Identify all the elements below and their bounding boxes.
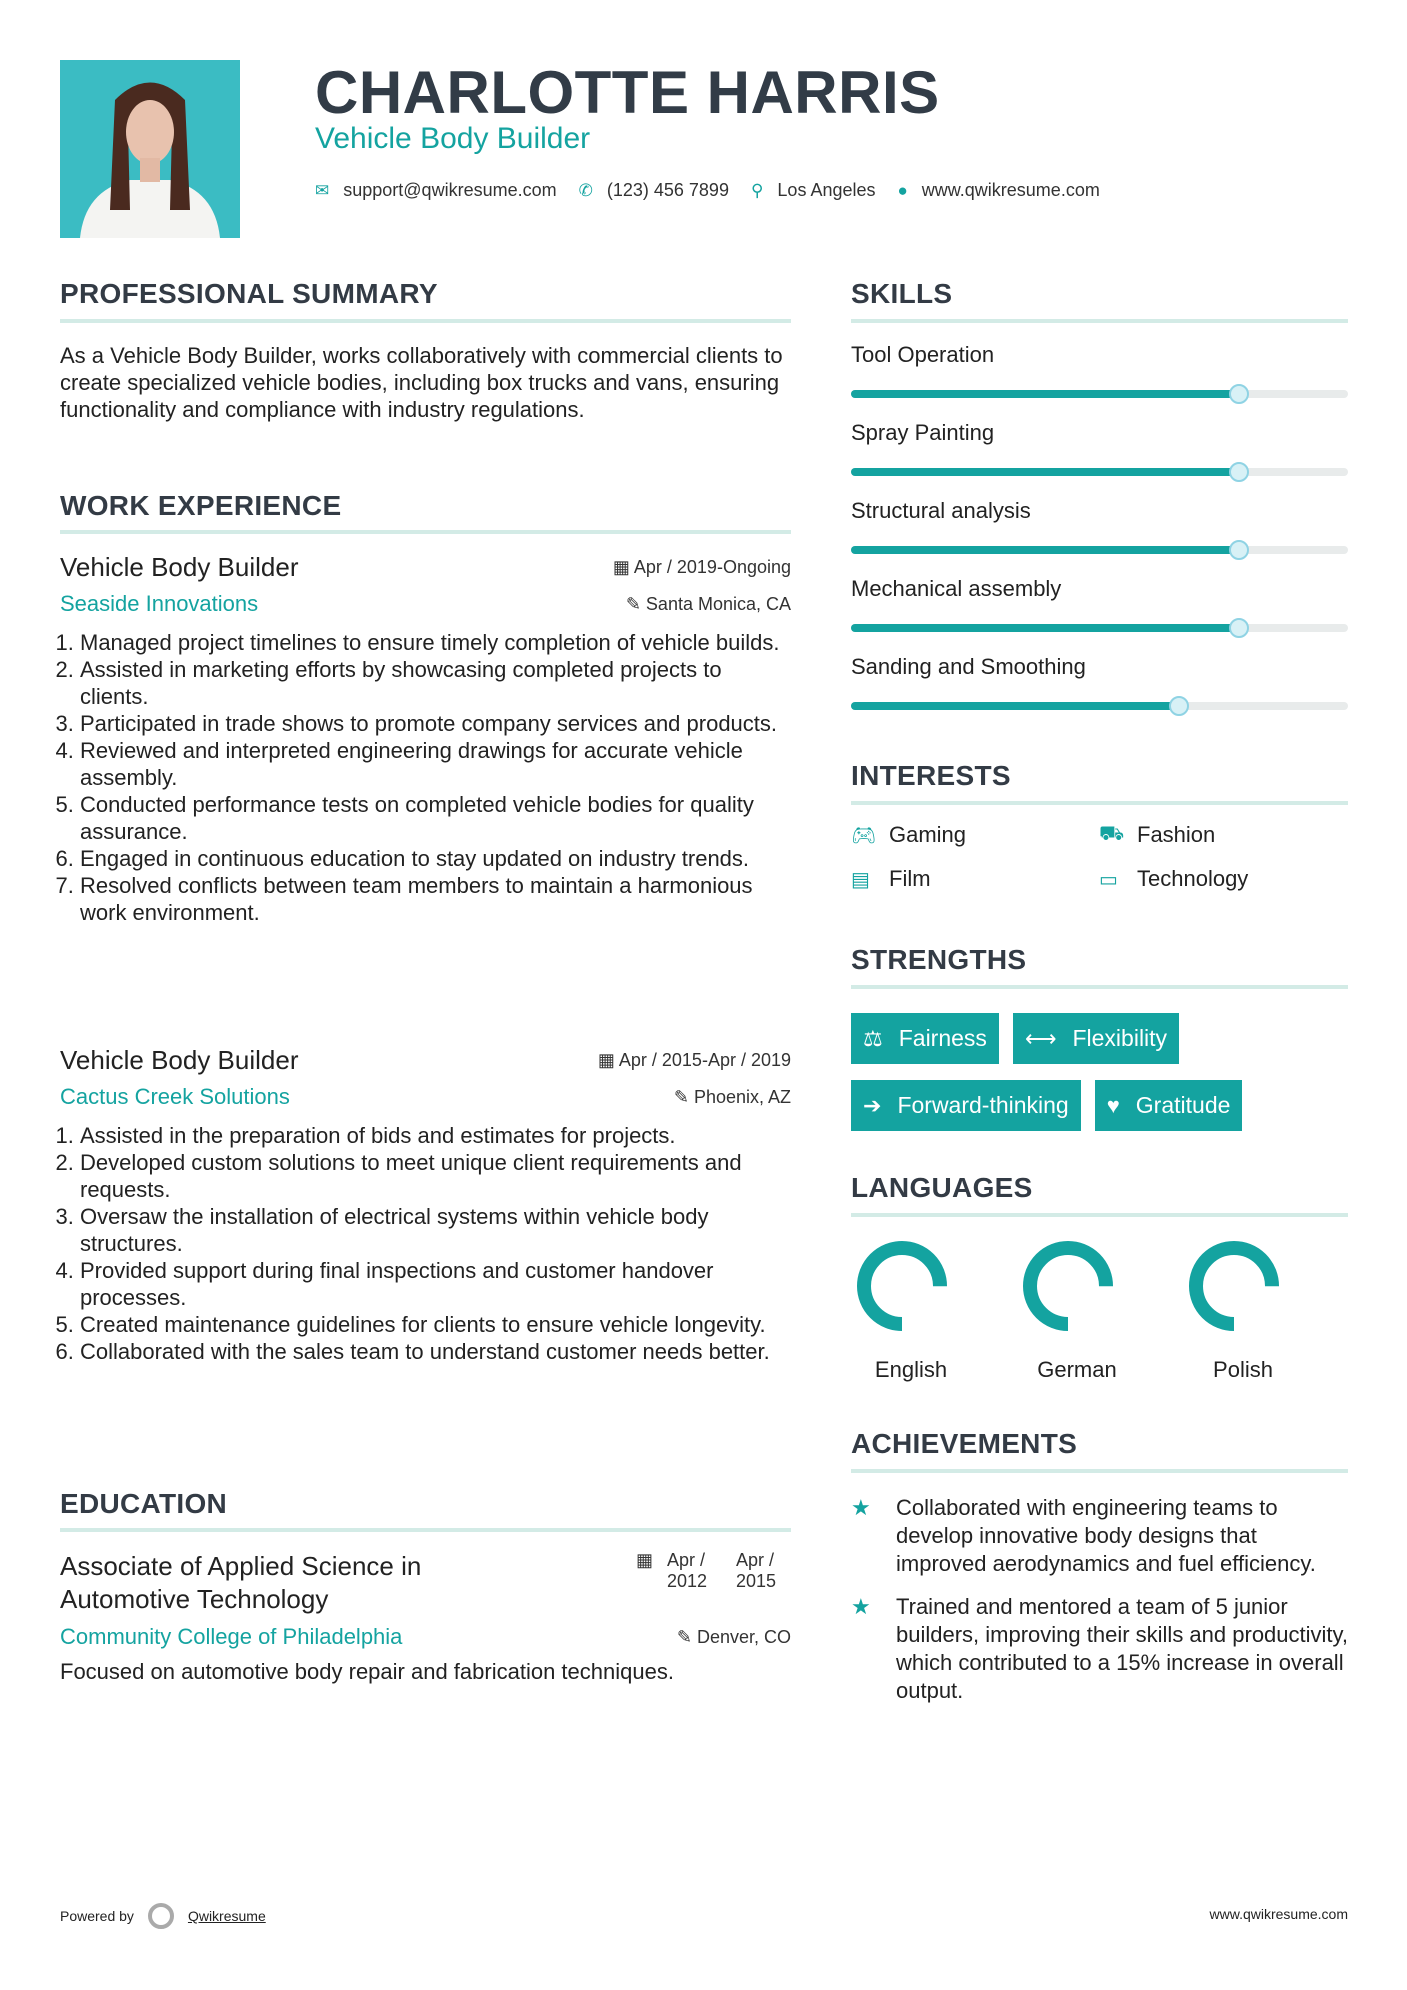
skill-bar-fill bbox=[851, 468, 1239, 476]
strengths-heading: STRENGTHS bbox=[851, 944, 1027, 975]
contact-location: Los Angeles bbox=[777, 180, 876, 200]
job-location: ✎ Phoenix, AZ bbox=[673, 1086, 791, 1107]
skill-label: Tool Operation bbox=[851, 342, 995, 367]
languages-list bbox=[856, 1240, 1298, 1383]
skill-label: Mechanical assembly bbox=[851, 576, 1062, 601]
language-ring bbox=[1188, 1240, 1298, 1332]
divider bbox=[60, 530, 791, 534]
interest-item bbox=[1099, 866, 1347, 892]
gamepad-icon: 🎮︎ bbox=[851, 824, 877, 847]
skill-bar-knob bbox=[1229, 618, 1249, 638]
film-icon: ▤ bbox=[851, 868, 870, 891]
phone-icon: ✆ bbox=[578, 180, 593, 200]
strength-label: Forward-thinking bbox=[897, 1092, 1069, 1118]
divider bbox=[851, 1469, 1348, 1473]
skill-bar-knob bbox=[1229, 384, 1249, 404]
skill-bar bbox=[851, 702, 1348, 710]
interest-label: Gaming bbox=[889, 822, 967, 847]
experience-heading: WORK EXPERIENCE bbox=[60, 490, 342, 521]
education-description: Focused on automotive body repair and fabrication techniques. bbox=[60, 1659, 674, 1684]
job-title: Vehicle Body Builder bbox=[60, 552, 299, 582]
skills-heading: SKILLS bbox=[851, 278, 953, 309]
arrows-horizontal-icon: ⟷ bbox=[1024, 1025, 1057, 1051]
divider bbox=[60, 1528, 791, 1532]
skill-item bbox=[851, 342, 1348, 420]
interest-item bbox=[1099, 822, 1347, 848]
skill-label: Sanding and Smoothing bbox=[851, 654, 1086, 679]
footer-url[interactable]: www.qwikresume.com bbox=[1209, 1906, 1348, 1922]
interest-label: Fashion bbox=[1137, 822, 1216, 847]
map-pin-icon: ⚲ bbox=[750, 180, 764, 200]
contact-email[interactable]: support@qwikresume.com bbox=[343, 180, 557, 200]
list-item: 3. Participated in trade shows to promote company services and products. bbox=[80, 710, 791, 737]
education-end: Apr / 2015 bbox=[736, 1550, 777, 1591]
languages-heading: LANGUAGES bbox=[851, 1172, 1033, 1203]
job-2 bbox=[60, 1045, 791, 1365]
contact-phone[interactable]: (123) 456 7899 bbox=[606, 180, 729, 200]
education-location-text: Denver, CO bbox=[696, 1626, 791, 1647]
skill-bar-fill bbox=[851, 546, 1239, 554]
skill-bar bbox=[851, 546, 1348, 554]
strengths-list bbox=[851, 1013, 1348, 1131]
contact-website[interactable]: www.qwikresume.com bbox=[921, 180, 1100, 200]
laptop-icon: ▭ bbox=[1099, 868, 1118, 891]
language-ring bbox=[1022, 1240, 1132, 1332]
language-item bbox=[1188, 1240, 1298, 1383]
job-bullets bbox=[60, 1122, 791, 1365]
strength-tag bbox=[1013, 1013, 1179, 1064]
job-date: ▦ Apr / 2019-Ongoing bbox=[612, 557, 791, 577]
language-ring-arc bbox=[1196, 1248, 1272, 1324]
list-item: 2. Developed custom solutions to meet unique client requirements and requests. bbox=[80, 1149, 791, 1203]
skill-label: Spray Painting bbox=[851, 420, 995, 445]
job-location: ✎ Santa Monica, CA bbox=[625, 593, 791, 614]
degree: Associate of Applied Science in Automotive Technology bbox=[60, 1551, 422, 1614]
skill-bar-knob bbox=[1229, 540, 1249, 560]
shopping-bag-icon: ⛟ bbox=[1099, 822, 1125, 845]
job-company: Seaside Innovations bbox=[60, 591, 259, 616]
divider bbox=[60, 319, 791, 323]
divider bbox=[851, 319, 1348, 323]
list-item: 6. Engaged in continuous education to stay updated on industry trends. bbox=[80, 845, 791, 872]
job-date: ▦ Apr / 2015-Apr / 2019 bbox=[597, 1050, 791, 1070]
achievement-text: Trained and mentored a team of 5 junior builders, improving their skills and productivity, which contributed to a 15% increase in overall output. bbox=[896, 1594, 1348, 1703]
list-item: 4. Reviewed and interpreted engineering drawings for accurate vehicle assembly. bbox=[80, 737, 791, 791]
skill-item bbox=[851, 498, 1348, 576]
strength-label: Gratitude bbox=[1135, 1092, 1231, 1118]
calendar-icon: ▦ bbox=[635, 1550, 653, 1570]
footer-powered bbox=[60, 1903, 266, 1929]
education-dates bbox=[636, 1550, 791, 1616]
interests-heading: INTERESTS bbox=[851, 760, 1011, 791]
skill-bar-fill bbox=[851, 624, 1239, 632]
envelope-icon: ✉ bbox=[315, 180, 330, 200]
skill-bar bbox=[851, 468, 1348, 476]
job-location-text: Santa Monica, CA bbox=[645, 593, 791, 614]
strength-tag bbox=[851, 1013, 999, 1064]
balance-scale-icon: ⚖ bbox=[863, 1025, 883, 1051]
job-company: Cactus Creek Solutions bbox=[60, 1084, 290, 1109]
skill-item bbox=[851, 654, 1348, 732]
interest-item bbox=[851, 866, 1099, 892]
list-item: 4. Provided support during final inspections and customer handover processes. bbox=[80, 1257, 791, 1311]
language-ring bbox=[856, 1240, 966, 1332]
powered-by-label: Powered by bbox=[60, 1908, 134, 1924]
job-date-text: Apr / 2015-Apr / 2019 bbox=[618, 1050, 791, 1070]
list-item: 5. Conducted performance tests on completed vehicle bodies for quality assurance. bbox=[80, 791, 791, 845]
skill-bar bbox=[851, 624, 1348, 632]
list-item: 1. Assisted in the preparation of bids and estimates for projects. bbox=[80, 1122, 791, 1149]
summary-text: As a Vehicle Body Builder, works collaboratively with commercial clients to create specialized vehicle bodies, including box trucks and vans, ensuring functionality and compliance with industry regulations. bbox=[60, 343, 783, 422]
language-ring-arc bbox=[864, 1248, 940, 1324]
school: Community College of Philadelphia bbox=[60, 1624, 403, 1649]
skill-item bbox=[851, 420, 1348, 498]
education-entry bbox=[60, 1550, 791, 1685]
brand-link[interactable]: Qwikresume bbox=[187, 1908, 266, 1924]
interest-label: Film bbox=[889, 866, 931, 891]
qwikresume-logo-icon bbox=[148, 1903, 174, 1929]
strength-tag bbox=[1095, 1080, 1243, 1131]
star-icon: ★ bbox=[851, 1594, 871, 1619]
language-ring-arc bbox=[1030, 1248, 1106, 1324]
list-item: 1. Managed project timelines to ensure timely completion of vehicle builds. bbox=[80, 629, 791, 656]
achievement-item bbox=[851, 1593, 1348, 1705]
strength-tag bbox=[851, 1080, 1081, 1131]
star-icon: ★ bbox=[851, 1495, 871, 1520]
profile-photo bbox=[60, 60, 240, 238]
language-item bbox=[1022, 1240, 1132, 1383]
strength-label: Fairness bbox=[898, 1025, 987, 1051]
education-heading: EDUCATION bbox=[60, 1488, 228, 1519]
list-item: 6. Collaborated with the sales team to understand customer needs better. bbox=[80, 1338, 791, 1365]
achievements-heading: ACHIEVEMENTS bbox=[851, 1428, 1078, 1459]
job-title: Vehicle Body Builder bbox=[60, 1045, 299, 1075]
skill-bar-knob bbox=[1169, 696, 1189, 716]
divider bbox=[851, 801, 1348, 805]
language-label: Polish bbox=[1213, 1357, 1273, 1382]
skill-item bbox=[851, 576, 1348, 654]
candidate-name: CHARLOTTE HARRIS bbox=[315, 59, 940, 126]
education-location: ✎ Denver, CO bbox=[676, 1626, 791, 1647]
job-date-text: Apr / 2019-Ongoing bbox=[633, 557, 791, 577]
list-item: 3. Oversaw the installation of electrical systems within vehicle body structures. bbox=[80, 1203, 791, 1257]
list-item: 5. Created maintenance guidelines for clients to ensure vehicle longevity. bbox=[80, 1311, 791, 1338]
achievement-text: Collaborated with engineering teams to develop innovative body designs that improved aerodynamics and fuel efficiency. bbox=[896, 1495, 1316, 1576]
job-location-text: Phoenix, AZ bbox=[693, 1086, 791, 1107]
achievements-list bbox=[851, 1494, 1348, 1705]
heart-icon: ♥ bbox=[1106, 1092, 1120, 1118]
interest-item bbox=[851, 822, 1099, 848]
list-item: 2. Assisted in marketing efforts by showcasing completed projects to clients. bbox=[80, 656, 791, 710]
list-item: 7. Resolved conflicts between team members to maintain a harmonious work environment. bbox=[80, 872, 791, 926]
skill-label: Structural analysis bbox=[851, 498, 1031, 523]
language-item bbox=[856, 1240, 966, 1383]
skill-bar-fill bbox=[851, 390, 1239, 398]
education-start: Apr / 2012 bbox=[667, 1550, 708, 1591]
language-label: English bbox=[874, 1357, 948, 1382]
strength-label: Flexibility bbox=[1072, 1025, 1168, 1051]
candidate-title: Vehicle Body Builder bbox=[315, 122, 591, 155]
arrow-right-icon: ➔ bbox=[863, 1092, 882, 1118]
skills-list bbox=[851, 342, 1348, 732]
skill-bar-fill bbox=[851, 702, 1179, 710]
job-bullets bbox=[60, 629, 791, 926]
skill-bar-knob bbox=[1229, 462, 1249, 482]
interest-label: Technology bbox=[1137, 866, 1249, 891]
interests-list bbox=[851, 822, 1347, 892]
job-1 bbox=[60, 552, 791, 926]
globe-icon: ● bbox=[897, 180, 908, 200]
divider bbox=[851, 985, 1348, 989]
skill-bar bbox=[851, 390, 1348, 398]
achievement-item bbox=[851, 1494, 1348, 1578]
summary-heading: PROFESSIONAL SUMMARY bbox=[60, 278, 438, 309]
language-label: German bbox=[1037, 1357, 1117, 1382]
contact-bar bbox=[315, 180, 1122, 201]
divider bbox=[851, 1213, 1348, 1217]
